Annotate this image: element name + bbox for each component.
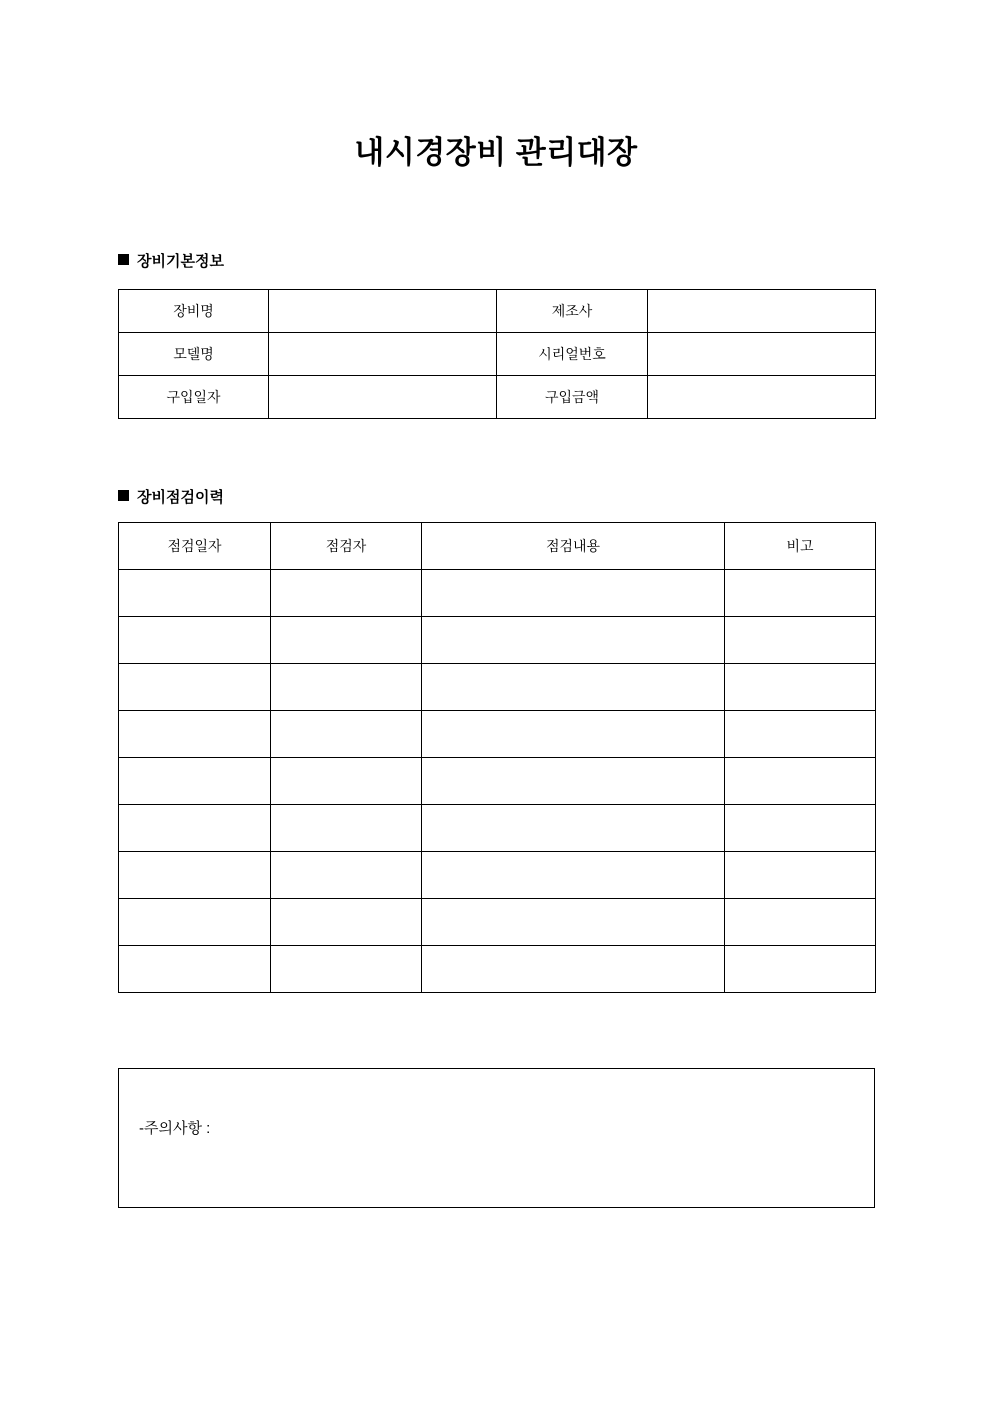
filled-square-bullet-icon	[118, 254, 129, 265]
cell-remarks[interactable]	[725, 711, 876, 758]
cell-inspection-details[interactable]	[422, 852, 725, 899]
section-heading-inspection-history	[118, 488, 224, 508]
section-heading-inspection-history-label: 장비점검이력	[137, 489, 224, 506]
field-value-serial-number[interactable]	[648, 333, 876, 376]
inspection-history-table	[118, 522, 876, 993]
cell-inspector[interactable]	[271, 805, 422, 852]
table-row	[119, 899, 876, 946]
cell-inspector[interactable]	[271, 758, 422, 805]
cell-remarks[interactable]	[725, 899, 876, 946]
cell-inspection-details[interactable]	[422, 617, 725, 664]
section-heading-basic-info-label: 장비기본정보	[137, 253, 224, 270]
table-row	[119, 852, 876, 899]
field-label-serial-number: 시리얼번호	[497, 333, 648, 376]
cell-remarks[interactable]	[725, 805, 876, 852]
field-label-manufacturer: 제조사	[497, 290, 648, 333]
table-row	[119, 570, 876, 617]
cell-inspection-date[interactable]	[119, 617, 271, 664]
cell-inspection-date[interactable]	[119, 570, 271, 617]
field-label-purchase-amount: 구입금액	[497, 376, 648, 419]
column-header-remarks: 비고	[725, 523, 876, 570]
precautions-box[interactable]	[118, 1068, 875, 1208]
field-value-purchase-amount[interactable]	[648, 376, 876, 419]
field-value-purchase-date[interactable]	[269, 376, 497, 419]
table-row	[119, 711, 876, 758]
field-label-equipment-name: 장비명	[119, 290, 269, 333]
table-row	[119, 664, 876, 711]
field-value-manufacturer[interactable]	[648, 290, 876, 333]
table-row	[119, 946, 876, 993]
cell-inspector[interactable]	[271, 946, 422, 993]
table-row	[119, 805, 876, 852]
cell-inspection-date[interactable]	[119, 758, 271, 805]
cell-inspection-details[interactable]	[422, 899, 725, 946]
cell-inspector[interactable]	[271, 570, 422, 617]
basic-info-table	[118, 289, 876, 419]
table-row	[119, 376, 876, 419]
cell-inspection-details[interactable]	[422, 805, 725, 852]
table-header-row	[119, 523, 876, 570]
section-heading-basic-info	[118, 252, 224, 272]
column-header-inspection-date: 점검일자	[119, 523, 271, 570]
cell-inspector[interactable]	[271, 711, 422, 758]
table-row	[119, 617, 876, 664]
cell-inspector[interactable]	[271, 617, 422, 664]
cell-inspection-date[interactable]	[119, 899, 271, 946]
cell-remarks[interactable]	[725, 570, 876, 617]
table-row	[119, 758, 876, 805]
cell-inspection-details[interactable]	[422, 711, 725, 758]
table-row	[119, 333, 876, 376]
cell-inspection-details[interactable]	[422, 758, 725, 805]
cell-inspector[interactable]	[271, 899, 422, 946]
cell-inspection-details[interactable]	[422, 664, 725, 711]
precautions-label: -주의사항 :	[139, 1120, 211, 1137]
field-value-model-name[interactable]	[269, 333, 497, 376]
table-row	[119, 290, 876, 333]
cell-inspection-date[interactable]	[119, 946, 271, 993]
cell-remarks[interactable]	[725, 946, 876, 993]
page-title: 내시경장비 관리대장	[354, 135, 638, 170]
cell-remarks[interactable]	[725, 617, 876, 664]
cell-inspector[interactable]	[271, 664, 422, 711]
cell-inspection-details[interactable]	[422, 570, 725, 617]
cell-inspection-details[interactable]	[422, 946, 725, 993]
column-header-inspection-details: 점검내용	[422, 523, 725, 570]
cell-inspection-date[interactable]	[119, 664, 271, 711]
field-value-equipment-name[interactable]	[269, 290, 497, 333]
column-header-inspector: 점검자	[271, 523, 422, 570]
field-label-purchase-date: 구입일자	[119, 376, 269, 419]
cell-inspection-date[interactable]	[119, 805, 271, 852]
cell-inspection-date[interactable]	[119, 852, 271, 899]
cell-remarks[interactable]	[725, 758, 876, 805]
cell-inspection-date[interactable]	[119, 711, 271, 758]
cell-remarks[interactable]	[725, 664, 876, 711]
field-label-model-name: 모델명	[119, 333, 269, 376]
cell-remarks[interactable]	[725, 852, 876, 899]
cell-inspector[interactable]	[271, 852, 422, 899]
filled-square-bullet-icon	[118, 490, 129, 501]
